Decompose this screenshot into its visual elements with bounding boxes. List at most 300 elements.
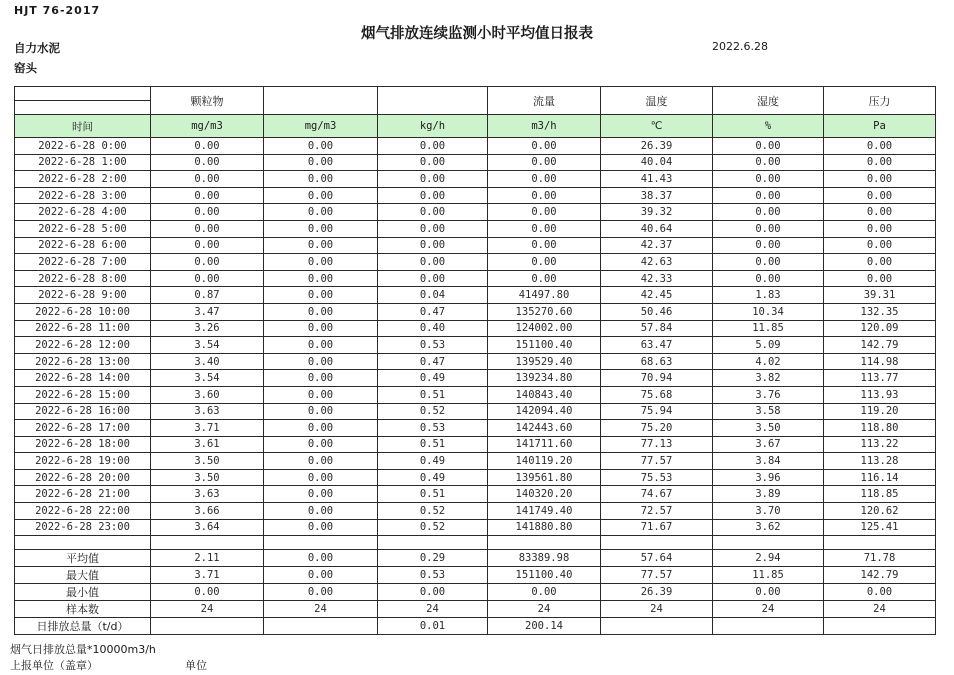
pm-concentration-cell: 3.71 [151, 420, 264, 437]
pressure-cell: 118.80 [824, 420, 936, 437]
flow-cell: 0.00 [488, 171, 601, 188]
flow-cell: 0.00 [488, 154, 601, 171]
pm-rate-cell: 0.04 [378, 287, 488, 304]
table-row [15, 486, 936, 503]
flow-cell: 142443.60 [488, 420, 601, 437]
pm-concentration-2-cell: 0.00 [264, 220, 378, 237]
flow-cell: 141880.80 [488, 519, 601, 536]
pressure-cell: 113.93 [824, 386, 936, 403]
blank-cell [378, 536, 488, 550]
flow-cell: 41497.80 [488, 287, 601, 304]
time-group-cell [15, 87, 151, 115]
time-cell: 2022-6-28 14:00 [15, 370, 151, 387]
summary-value-cell: 24 [488, 601, 601, 618]
pm-rate-cell: 0.40 [378, 320, 488, 337]
monitoring-report-table [14, 86, 936, 635]
table-header [15, 87, 936, 138]
pm-concentration-cell: 3.66 [151, 503, 264, 520]
pm-concentration-2-cell: 0.00 [264, 204, 378, 221]
pm-concentration-cell: 3.47 [151, 303, 264, 320]
flow-cell: 0.00 [488, 220, 601, 237]
temperature-cell: 38.37 [601, 187, 713, 204]
time-cell: 2022-6-28 4:00 [15, 204, 151, 221]
flow-cell: 135270.60 [488, 303, 601, 320]
group-header-flow: 流量 [488, 87, 601, 115]
pm-rate-cell: 0.47 [378, 303, 488, 320]
humidity-cell: 1.83 [713, 287, 824, 304]
pressure-cell: 0.00 [824, 270, 936, 287]
pm-concentration-2-cell: 0.00 [264, 254, 378, 271]
blank-cell [824, 536, 936, 550]
temperature-cell: 72.57 [601, 503, 713, 520]
summary-value-cell: 83389.98 [488, 550, 601, 567]
humidity-cell: 0.00 [713, 204, 824, 221]
humidity-cell: 3.58 [713, 403, 824, 420]
pressure-cell: 39.31 [824, 287, 936, 304]
humidity-cell: 3.50 [713, 420, 824, 437]
summary-value-cell: 142.79 [824, 567, 936, 584]
pm-concentration-2-cell: 0.00 [264, 287, 378, 304]
time-cell: 2022-6-28 0:00 [15, 138, 151, 155]
time-cell: 2022-6-28 22:00 [15, 503, 151, 520]
total-emission-note: 烟气日排放总量*10000m3/h [10, 643, 156, 656]
flow-cell: 0.00 [488, 254, 601, 271]
unit-mgm3-1: mg/m3 [151, 115, 264, 138]
pm-rate-cell: 0.51 [378, 486, 488, 503]
pm-concentration-cell: 0.00 [151, 138, 264, 155]
summary-row [15, 601, 936, 618]
pm-rate-cell: 0.53 [378, 337, 488, 354]
humidity-cell: 11.85 [713, 320, 824, 337]
hourly-data-body [15, 138, 936, 536]
summary-value-cell: 57.64 [601, 550, 713, 567]
pm-concentration-2-cell: 0.00 [264, 386, 378, 403]
split-bottom-cell [15, 101, 150, 114]
pm-rate-cell: 0.51 [378, 386, 488, 403]
time-cell: 2022-6-28 7:00 [15, 254, 151, 271]
group-header-row [15, 87, 936, 115]
table-row [15, 254, 936, 271]
summary-value-cell: 0.00 [824, 584, 936, 601]
summary-value-cell: 24 [824, 601, 936, 618]
doc-standard-code: HJT 76-2017 [14, 4, 101, 17]
table-row [15, 386, 936, 403]
pm-rate-cell: 0.52 [378, 519, 488, 536]
humidity-cell: 5.09 [713, 337, 824, 354]
pressure-cell: 113.77 [824, 370, 936, 387]
flow-cell: 0.00 [488, 237, 601, 254]
report-date: 2022.6.28 [712, 40, 768, 53]
reporting-unit-label: 上报单位（盖章） [10, 659, 98, 672]
summary-value-cell: 0.00 [264, 584, 378, 601]
page-title: 烟气排放连续监测小时平均值日报表 [361, 26, 593, 42]
humidity-cell: 0.00 [713, 187, 824, 204]
time-cell: 2022-6-28 21:00 [15, 486, 151, 503]
pm-concentration-2-cell: 0.00 [264, 237, 378, 254]
pm-rate-cell: 0.00 [378, 154, 488, 171]
pm-rate-cell: 0.47 [378, 353, 488, 370]
temperature-cell: 42.33 [601, 270, 713, 287]
temperature-cell: 74.67 [601, 486, 713, 503]
temperature-cell: 39.32 [601, 204, 713, 221]
summary-value-cell: 0.53 [378, 567, 488, 584]
pm-rate-cell: 0.49 [378, 453, 488, 470]
flow-cell: 139529.40 [488, 353, 601, 370]
humidity-cell: 3.96 [713, 469, 824, 486]
pm-concentration-cell: 0.87 [151, 287, 264, 304]
pm-concentration-cell: 3.61 [151, 436, 264, 453]
pm-concentration-2-cell: 0.00 [264, 469, 378, 486]
temperature-cell: 70.94 [601, 370, 713, 387]
temperature-cell: 77.13 [601, 436, 713, 453]
summary-value-cell: 11.85 [713, 567, 824, 584]
table-row [15, 403, 936, 420]
pressure-cell: 132.35 [824, 303, 936, 320]
pressure-cell: 142.79 [824, 337, 936, 354]
table-row [15, 453, 936, 470]
pm-concentration-cell: 0.00 [151, 171, 264, 188]
temperature-cell: 42.45 [601, 287, 713, 304]
pressure-cell: 119.20 [824, 403, 936, 420]
pm-rate-cell: 0.53 [378, 420, 488, 437]
humidity-cell: 0.00 [713, 171, 824, 188]
summary-value-cell: 0.00 [264, 550, 378, 567]
unit-label: 单位 [185, 659, 207, 672]
flow-cell: 140320.20 [488, 486, 601, 503]
summary-label-cell: 平均值 [15, 550, 151, 567]
time-cell: 2022-6-28 3:00 [15, 187, 151, 204]
group-header-humidity: 湿度 [713, 87, 824, 115]
pm-concentration-cell: 0.00 [151, 254, 264, 271]
pm-concentration-cell: 3.54 [151, 337, 264, 354]
temperature-cell: 50.46 [601, 303, 713, 320]
pm-concentration-cell: 0.00 [151, 270, 264, 287]
blank-cell [601, 536, 713, 550]
temperature-cell: 42.63 [601, 254, 713, 271]
blank-cell [264, 536, 378, 550]
time-cell: 2022-6-28 6:00 [15, 237, 151, 254]
flow-cell: 139234.80 [488, 370, 601, 387]
humidity-cell: 0.00 [713, 220, 824, 237]
table-row [15, 154, 936, 171]
temperature-cell: 75.94 [601, 403, 713, 420]
table-row [15, 436, 936, 453]
pm-rate-cell: 0.49 [378, 469, 488, 486]
unit-mgm3-2: mg/m3 [264, 115, 378, 138]
flow-cell: 140843.40 [488, 386, 601, 403]
temperature-cell: 26.39 [601, 138, 713, 155]
temperature-cell: 40.04 [601, 154, 713, 171]
group-header-temperature: 温度 [601, 87, 713, 115]
humidity-cell: 4.02 [713, 353, 824, 370]
flow-cell: 142094.40 [488, 403, 601, 420]
pm-concentration-2-cell: 0.00 [264, 519, 378, 536]
pm-rate-cell: 0.52 [378, 503, 488, 520]
summary-value-cell: 3.71 [151, 567, 264, 584]
table-row [15, 519, 936, 536]
humidity-cell: 10.34 [713, 303, 824, 320]
pressure-cell: 114.98 [824, 353, 936, 370]
pressure-cell: 0.00 [824, 138, 936, 155]
humidity-cell: 3.82 [713, 370, 824, 387]
time-cell: 2022-6-28 8:00 [15, 270, 151, 287]
humidity-cell: 0.00 [713, 138, 824, 155]
summary-value-cell: 26.39 [601, 584, 713, 601]
summary-value-cell: 24 [264, 601, 378, 618]
table-row [15, 503, 936, 520]
company-name: 自力水泥 [14, 41, 60, 55]
blank-cell [15, 536, 151, 550]
pm-concentration-cell: 3.54 [151, 370, 264, 387]
time-cell: 2022-6-28 11:00 [15, 320, 151, 337]
humidity-cell: 3.76 [713, 386, 824, 403]
humidity-cell: 0.00 [713, 237, 824, 254]
pm-concentration-2-cell: 0.00 [264, 370, 378, 387]
unit-m3h: m3/h [488, 115, 601, 138]
pm-rate-cell: 0.51 [378, 436, 488, 453]
summary-value-cell [824, 618, 936, 635]
pm-concentration-2-cell: 0.00 [264, 270, 378, 287]
flow-cell: 141749.40 [488, 503, 601, 520]
humidity-cell: 3.62 [713, 519, 824, 536]
flow-cell: 0.00 [488, 270, 601, 287]
table-row [15, 171, 936, 188]
summary-row [15, 567, 936, 584]
time-cell: 2022-6-28 10:00 [15, 303, 151, 320]
unit-percent: % [713, 115, 824, 138]
temperature-cell: 68.63 [601, 353, 713, 370]
blank-row [15, 536, 936, 550]
table-row [15, 420, 936, 437]
station-name: 窑头 [14, 61, 37, 75]
flow-cell: 0.00 [488, 204, 601, 221]
summary-body [15, 550, 936, 635]
time-cell: 2022-6-28 20:00 [15, 469, 151, 486]
temperature-cell: 42.37 [601, 237, 713, 254]
group-header-empty-2 [378, 87, 488, 115]
summary-value-cell: 71.78 [824, 550, 936, 567]
blank-cell [151, 536, 264, 550]
table-row [15, 337, 936, 354]
time-cell: 2022-6-28 17:00 [15, 420, 151, 437]
time-cell: 2022-6-28 12:00 [15, 337, 151, 354]
flow-cell: 0.00 [488, 138, 601, 155]
summary-value-cell: 2.11 [151, 550, 264, 567]
flow-cell: 124002.00 [488, 320, 601, 337]
pm-concentration-cell: 3.50 [151, 469, 264, 486]
pm-concentration-cell: 3.40 [151, 353, 264, 370]
table-row [15, 237, 936, 254]
time-cell: 2022-6-28 13:00 [15, 353, 151, 370]
pm-concentration-cell: 0.00 [151, 154, 264, 171]
pm-concentration-cell: 0.00 [151, 204, 264, 221]
pm-concentration-cell: 3.60 [151, 386, 264, 403]
humidity-cell: 3.67 [713, 436, 824, 453]
humidity-cell: 0.00 [713, 254, 824, 271]
temperature-cell: 57.84 [601, 320, 713, 337]
pm-concentration-2-cell: 0.00 [264, 503, 378, 520]
table-row [15, 220, 936, 237]
time-cell: 2022-6-28 16:00 [15, 403, 151, 420]
summary-row [15, 584, 936, 601]
pressure-cell: 0.00 [824, 254, 936, 271]
summary-label-cell: 最小值 [15, 584, 151, 601]
pressure-cell: 0.00 [824, 204, 936, 221]
time-cell: 2022-6-28 1:00 [15, 154, 151, 171]
group-header-pm: 颗粒物 [151, 87, 264, 115]
time-column-header: 时间 [15, 115, 151, 138]
summary-value-cell: 0.00 [488, 584, 601, 601]
temperature-cell: 75.53 [601, 469, 713, 486]
pm-concentration-cell: 0.00 [151, 220, 264, 237]
pm-concentration-cell: 3.26 [151, 320, 264, 337]
temperature-cell: 71.67 [601, 519, 713, 536]
temperature-cell: 41.43 [601, 171, 713, 188]
unit-celsius: ℃ [601, 115, 713, 138]
summary-value-cell [713, 618, 824, 635]
summary-value-cell [264, 618, 378, 635]
table-row [15, 187, 936, 204]
pm-concentration-cell: 3.64 [151, 519, 264, 536]
pm-rate-cell: 0.00 [378, 237, 488, 254]
summary-label-cell: 最大值 [15, 567, 151, 584]
summary-value-cell: 200.14 [488, 618, 601, 635]
pm-concentration-cell: 3.63 [151, 403, 264, 420]
spacer-body [15, 536, 936, 550]
blank-cell [488, 536, 601, 550]
time-cell: 2022-6-28 15:00 [15, 386, 151, 403]
pm-concentration-2-cell: 0.00 [264, 187, 378, 204]
temperature-cell: 40.64 [601, 220, 713, 237]
table-row [15, 204, 936, 221]
pressure-cell: 0.00 [824, 220, 936, 237]
pressure-cell: 0.00 [824, 154, 936, 171]
pm-rate-cell: 0.52 [378, 403, 488, 420]
humidity-cell: 0.00 [713, 270, 824, 287]
table-row [15, 353, 936, 370]
pressure-cell: 113.28 [824, 453, 936, 470]
summary-value-cell: 0.29 [378, 550, 488, 567]
pm-concentration-2-cell: 0.00 [264, 337, 378, 354]
pressure-cell: 0.00 [824, 237, 936, 254]
summary-value-cell: 24 [713, 601, 824, 618]
pm-concentration-2-cell: 0.00 [264, 138, 378, 155]
summary-value-cell: 24 [601, 601, 713, 618]
summary-value-cell: 151100.40 [488, 567, 601, 584]
temperature-cell: 75.20 [601, 420, 713, 437]
flow-cell: 0.00 [488, 187, 601, 204]
split-top-cell [15, 87, 150, 101]
pressure-cell: 125.41 [824, 519, 936, 536]
pm-concentration-2-cell: 0.00 [264, 320, 378, 337]
summary-value-cell: 24 [378, 601, 488, 618]
temperature-cell: 77.57 [601, 453, 713, 470]
time-cell: 2022-6-28 9:00 [15, 287, 151, 304]
table-row [15, 469, 936, 486]
pm-rate-cell: 0.00 [378, 270, 488, 287]
pm-concentration-2-cell: 0.00 [264, 353, 378, 370]
summary-value-cell: 0.00 [151, 584, 264, 601]
pm-rate-cell: 0.00 [378, 187, 488, 204]
flow-cell: 140119.20 [488, 453, 601, 470]
humidity-cell: 3.89 [713, 486, 824, 503]
pm-rate-cell: 0.00 [378, 220, 488, 237]
pm-concentration-2-cell: 0.00 [264, 486, 378, 503]
table-row [15, 138, 936, 155]
pressure-cell: 116.14 [824, 469, 936, 486]
summary-label-cell: 日排放总量（t/d） [15, 618, 151, 635]
summary-row [15, 550, 936, 567]
pressure-cell: 0.00 [824, 171, 936, 188]
summary-value-cell [601, 618, 713, 635]
summary-value-cell: 77.57 [601, 567, 713, 584]
pm-concentration-2-cell: 0.00 [264, 303, 378, 320]
pm-concentration-2-cell: 0.00 [264, 453, 378, 470]
summary-row [15, 618, 936, 635]
summary-value-cell: 0.00 [378, 584, 488, 601]
summary-label-cell: 样本数 [15, 601, 151, 618]
time-cell: 2022-6-28 5:00 [15, 220, 151, 237]
summary-value-cell: 24 [151, 601, 264, 618]
table-row [15, 320, 936, 337]
humidity-cell: 3.84 [713, 453, 824, 470]
summary-value-cell [151, 618, 264, 635]
pressure-cell: 120.09 [824, 320, 936, 337]
pm-rate-cell: 0.49 [378, 370, 488, 387]
blank-cell [713, 536, 824, 550]
unit-pa: Pa [824, 115, 936, 138]
pm-concentration-2-cell: 0.00 [264, 171, 378, 188]
time-cell: 2022-6-28 19:00 [15, 453, 151, 470]
pm-rate-cell: 0.00 [378, 171, 488, 188]
pm-rate-cell: 0.00 [378, 204, 488, 221]
pressure-cell: 118.85 [824, 486, 936, 503]
pm-concentration-cell: 0.00 [151, 187, 264, 204]
table-row [15, 270, 936, 287]
pm-concentration-2-cell: 0.00 [264, 154, 378, 171]
summary-value-cell: 0.00 [713, 584, 824, 601]
time-cell: 2022-6-28 2:00 [15, 171, 151, 188]
summary-value-cell: 2.94 [713, 550, 824, 567]
summary-value-cell: 0.01 [378, 618, 488, 635]
pm-concentration-2-cell: 0.00 [264, 403, 378, 420]
pm-concentration-cell: 3.63 [151, 486, 264, 503]
temperature-cell: 63.47 [601, 337, 713, 354]
pressure-cell: 113.22 [824, 436, 936, 453]
pm-concentration-2-cell: 0.00 [264, 420, 378, 437]
pm-concentration-2-cell: 0.00 [264, 436, 378, 453]
table-row [15, 287, 936, 304]
humidity-cell: 0.00 [713, 154, 824, 171]
table-row [15, 303, 936, 320]
time-cell: 2022-6-28 23:00 [15, 519, 151, 536]
pm-concentration-cell: 0.00 [151, 237, 264, 254]
unit-header-row [15, 115, 936, 138]
pm-rate-cell: 0.00 [378, 254, 488, 271]
group-header-pressure: 压力 [824, 87, 936, 115]
pm-concentration-cell: 3.50 [151, 453, 264, 470]
flow-cell: 151100.40 [488, 337, 601, 354]
table-row [15, 370, 936, 387]
summary-value-cell: 0.00 [264, 567, 378, 584]
flow-cell: 141711.60 [488, 436, 601, 453]
flow-cell: 139561.80 [488, 469, 601, 486]
time-cell: 2022-6-28 18:00 [15, 436, 151, 453]
group-header-empty-1 [264, 87, 378, 115]
pressure-cell: 120.62 [824, 503, 936, 520]
pm-rate-cell: 0.00 [378, 138, 488, 155]
temperature-cell: 75.68 [601, 386, 713, 403]
